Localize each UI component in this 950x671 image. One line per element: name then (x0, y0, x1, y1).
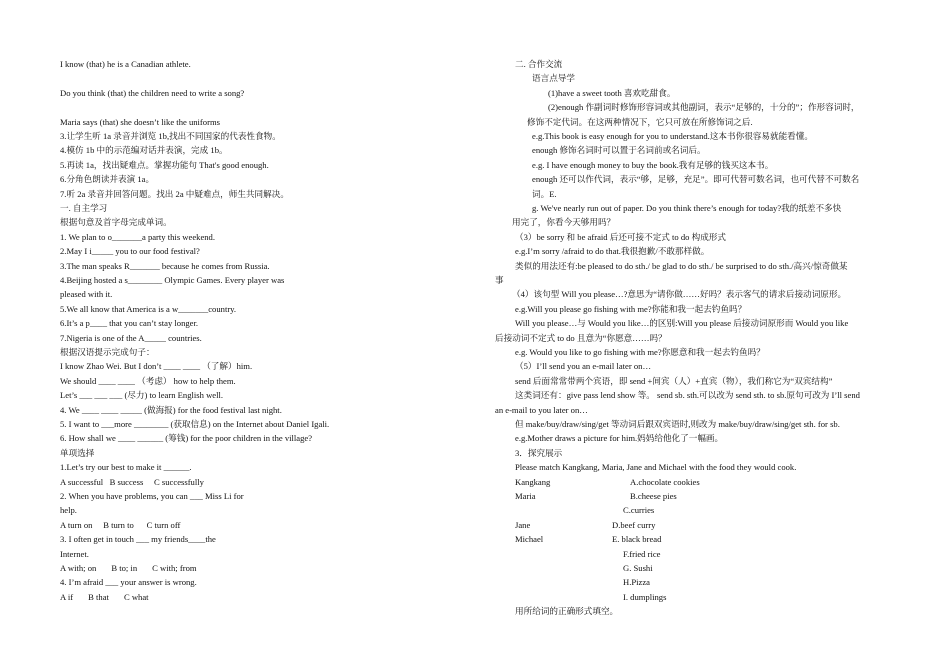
step-item: 4.模仿 1b 中的示范编对话并表演，完成 1b。 (60, 145, 228, 155)
note-line: 修饰不定代词。在这两种情况下，它只可放在所修饰词之后. (527, 117, 753, 127)
note-line: e.g.This book is easy enough for you to understand.这本书你很容易就能看懂。 (532, 131, 813, 141)
exercise-line: Let’s ___ ___ ___ (尽力) to learn English well. (60, 390, 224, 400)
exercise-line: pleased with it. (60, 289, 113, 299)
note-line: Will you please…与 Would you like…的区别:Will you please 后接动词原形而 Would you like (515, 318, 849, 328)
note-line: 词。E. (532, 189, 557, 199)
match-food: H.Pizza (623, 577, 650, 587)
step-item: 7.听 2a 录音并回答问题。找出 2a 中疑难点，师生共同解决。 (60, 189, 289, 199)
note-line: (2)enough 作副词时修饰形容词或其他副词，表示“足够的，十分的”；作形容词时， (548, 102, 860, 112)
exercise-line: I know Zhao Wei. But I don’t ____ ____ （了解）him. (60, 361, 253, 371)
note-line: (1)have a sweet tooth 喜欢吃甜食。 (548, 88, 676, 98)
example-sentence: I know (that) he is a Canadian athlete. (60, 59, 191, 69)
match-food: F.fried rice (623, 549, 661, 559)
note-line: e.g.Will you please go fishing with me?你能和我一起去钓鱼吗？ (515, 304, 747, 314)
note-line: 类似的用法还有:be pleased to do sth./ be glad to do sth./ be surprised to do sth./高兴/惊奇做某 (515, 261, 848, 271)
exercise-line: help. (60, 505, 77, 515)
exercise-line: 2.May I i_____ you to our food festival? (60, 246, 200, 256)
match-food: C.curries (623, 505, 655, 515)
exercise-line: 2. When you have problems, you can ___ Miss Li for (60, 491, 244, 501)
exercise-line: 4. I’m afraid ___ your answer is wrong. (60, 577, 197, 587)
note-line: 用完了，你看今天够用吗？ (512, 217, 616, 227)
section-heading: 二. 合作交流 (515, 59, 563, 69)
exercise-line: 6.It’s a p____ that you can’t stay longer. (60, 318, 199, 328)
subsection-heading: 语言点导学 (532, 73, 575, 83)
match-food: D.beef curry (612, 520, 656, 530)
note-line: 后接动词不定式 to do 且意为“你愿意……吗？ (495, 333, 667, 343)
note-line: （5）I’ll send you an e-mail later on… (515, 361, 652, 371)
task-instruction: 用所给词的正确形式填空。 (515, 606, 619, 616)
task-instruction: Please match Kangkang, Maria, Jane and Michael with the food they would cook. (515, 462, 797, 472)
answer-options: A with; on B to; in C with; from (60, 563, 197, 573)
match-name: Maria (515, 491, 536, 501)
exercise-line: We should ____ ____ （考虑） how to help them. (60, 376, 236, 386)
match-name: Kangkang (515, 477, 551, 487)
exercise-line: 7.Nigeria is one of the A_____ countries. (60, 333, 202, 343)
match-food: B.cheese pies (630, 491, 677, 501)
note-line: 但 make/buy/draw/sing/get 等动词后跟双宾语时,则改为 make/buy/draw/sing/get sth. for sb. (515, 419, 840, 429)
match-food: I. dumplings (623, 592, 667, 602)
exercise-line: 4. We ____ ____ _____ (做海报) for the food festival last night. (60, 405, 282, 415)
exercise-line: 4.Beijing hosted a s________ Olympic Games. Every player was (60, 275, 285, 285)
example-sentence: Do you think (that) the children need to write a song? (60, 88, 245, 98)
note-line: send 后面常常带两个宾语，即 send +间宾（人）+直宾（物），我们称它为“双宾结构” (515, 376, 833, 386)
note-line: e.g. Would you like to go fishing with me?你愿意和我一起去钓鱼吗？ (515, 347, 765, 357)
note-line: enough 修饰名词时可以置于名词前或名词后。 (532, 145, 706, 155)
note-line: e.g.Mother draws a picture for him.妈妈给他化了一幅画。 (515, 433, 724, 443)
note-line: （4）该句型 Will you please…?意思为“请你做……好吗？表示客气的请求后接动词原形。 (512, 289, 847, 299)
match-name: Jane (515, 520, 531, 530)
exercise-line: Internet. (60, 549, 89, 559)
match-food: E. black bread (612, 534, 662, 544)
step-item: 3.让学生听 1a 录音并浏览 1b,找出不同国家的代表性食物。 (60, 131, 281, 141)
note-line: e.g. I have enough money to buy the book.我有足够的钱买这本书。 (532, 160, 774, 170)
note-line: 事 (495, 275, 504, 285)
example-sentence: Maria says (that) she doesn’t like the uniforms (60, 117, 220, 127)
note-line: an e-mail to you later on… (495, 405, 588, 415)
exercise-line: 1. We plan to o_______a party this weekend. (60, 232, 215, 242)
note-line: e.g.I’m sorry /afraid to do that.我很抱歉/不敢那样做。 (515, 246, 710, 256)
step-item: 5.再读 1a，找出疑难点。掌握功能句 That's good enough. (60, 160, 269, 170)
exercise-line: 5.We all know that America is a w_______country. (60, 304, 237, 314)
answer-options: A successful B success C successfully (60, 477, 204, 487)
section-heading: 3．探究展示 (515, 448, 563, 458)
note-line: （3）be sorry 和 be afraid 后还可接不定式 to do 构成形式 (515, 232, 726, 242)
step-item: 6.分角色朗读并表演 1a。 (60, 174, 155, 184)
exercise-line: 6. How shall we ____ ______ (筹钱) for the poor children in the village? (60, 433, 313, 443)
task-instruction: 根据汉语提示完成句子： (60, 347, 155, 357)
note-line: g. We've nearly run out of paper. Do you think there’s enough for today?我的纸差不多快 (532, 203, 842, 213)
match-food: A.chocolate cookies (630, 477, 700, 487)
note-line: enough 还可以作代词，表示“够，足够，充足”。即可代替可数名词，也可代替不可数名 (532, 174, 860, 184)
task-instruction: 根据句意及首字母完成单词。 (60, 217, 172, 227)
match-name: Michael (515, 534, 544, 544)
note-line: 这类词还有：give pass lend show 等。 send sb. sth.可以改为 send sth. to sb.原句可改为 I’ll send (515, 390, 860, 400)
exercise-line: 1.Let’s try our best to make it ______. (60, 462, 192, 472)
match-food: G. Sushi (623, 563, 653, 573)
exercise-line: 5. I want to ___more ________ (获取信息) on the Internet about Daniel Igali. (60, 419, 330, 429)
task-instruction: 单项选择 (60, 448, 95, 458)
answer-options: A if B that C what (60, 592, 149, 602)
exercise-line: 3.The man speaks R_______ because he comes from Russia. (60, 261, 270, 271)
answer-options: A turn on B turn to C turn off (60, 520, 181, 530)
exercise-line: 3. I often get in touch ___ my friends____the (60, 534, 216, 544)
section-heading: 一. 自主学习 (60, 203, 108, 213)
